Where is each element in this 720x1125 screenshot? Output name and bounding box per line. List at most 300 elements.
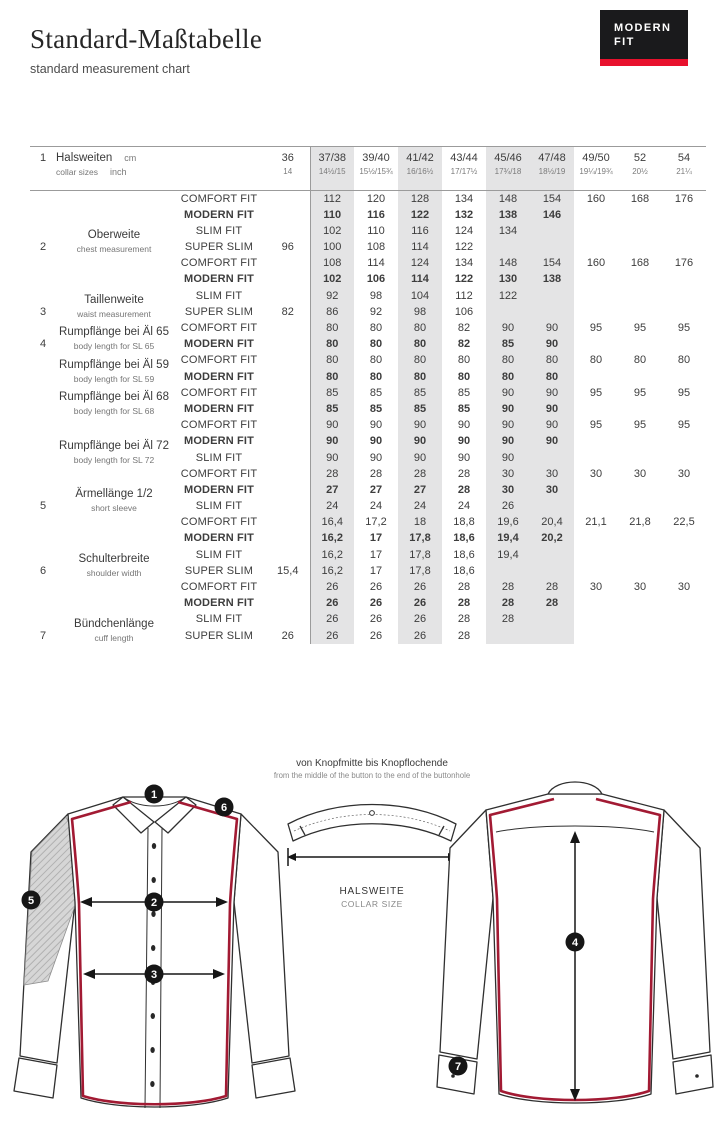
value-cell xyxy=(618,207,662,223)
value-cell: 90 xyxy=(369,435,383,448)
shirt-diagrams xyxy=(0,752,720,1125)
value-cell xyxy=(266,288,310,304)
value-cell xyxy=(618,272,662,288)
svg-text:2: 2 xyxy=(150,897,158,909)
value-cell xyxy=(266,482,310,498)
fit-label: COMFORT FIT xyxy=(180,419,258,432)
value-cell: 80 xyxy=(310,369,354,385)
value-cell: 24 xyxy=(457,500,471,513)
value-cell xyxy=(266,434,310,450)
collar-sizes-header-row xyxy=(30,147,706,191)
value-cell: 90 xyxy=(486,418,530,434)
fit-label: COMFORT FIT xyxy=(180,322,258,334)
measurement-label: Rumpflänge bei Äl 72 body length for SL 72 xyxy=(59,439,169,465)
fit-label: COMFORT FIT xyxy=(180,386,258,399)
value-cell: 28 xyxy=(369,467,383,480)
measurement-label: Rumpflänge bei Äl 65 body length for SL 65 xyxy=(59,326,169,352)
value-cell: 28 xyxy=(457,581,471,593)
value-cell: 95 xyxy=(677,419,691,432)
value-cell: 17,8 xyxy=(398,563,442,579)
value-cell: 27 xyxy=(398,482,442,498)
measurement-label: Ärmellänge 1/2 short sleeve xyxy=(75,488,153,514)
value-cell: 26 xyxy=(486,499,530,515)
value-cell: 95 xyxy=(677,322,691,334)
value-cell: 26 xyxy=(369,597,383,610)
value-cell: 138 xyxy=(486,207,530,223)
fit-label: SLIM FIT xyxy=(195,289,243,302)
modern-fit-badge-text xyxy=(600,10,688,59)
value-cell: 90 xyxy=(369,451,383,464)
value-cell xyxy=(574,304,618,320)
value-cell xyxy=(574,628,618,644)
svg-text:1: 1 xyxy=(150,789,158,801)
value-cell xyxy=(530,223,574,239)
size-column-header: 41/42 16/16½ xyxy=(398,147,442,191)
value-cell: 80 xyxy=(369,338,383,351)
value-cell: 80 xyxy=(369,354,383,367)
value-cell xyxy=(618,628,662,644)
row-number: 4 xyxy=(39,338,47,351)
value-cell: 86 xyxy=(310,304,354,320)
value-cell: 95 xyxy=(677,386,691,399)
value-cell: 90 xyxy=(530,321,574,337)
value-cell: 28 xyxy=(530,596,574,612)
value-cell: 95 xyxy=(633,419,647,432)
value-cell: 18,6 xyxy=(453,564,475,577)
collar-size-arrow xyxy=(287,848,457,866)
value-cell: 102 xyxy=(310,223,354,239)
value-cell: 30 xyxy=(677,467,691,480)
value-cell: 26 xyxy=(310,596,354,612)
value-cell: 24 xyxy=(310,499,354,515)
value-cell: 80 xyxy=(457,370,471,383)
value-cell: 106 xyxy=(454,305,474,318)
value-cell xyxy=(662,337,706,353)
svg-text:5: 5 xyxy=(27,895,35,907)
table-row xyxy=(30,418,706,434)
value-cell xyxy=(618,563,662,579)
value-cell: 15,4 xyxy=(266,563,310,579)
value-cell: 90 xyxy=(486,434,530,450)
value-cell: 80 xyxy=(633,354,647,367)
value-cell xyxy=(618,531,662,547)
value-cell xyxy=(266,207,310,223)
value-cell: 85 xyxy=(398,385,442,401)
value-cell: 26 xyxy=(266,628,310,644)
value-cell xyxy=(574,223,618,239)
value-cell: 22,5 xyxy=(673,516,695,529)
value-cell xyxy=(662,369,706,385)
value-cell: 90 xyxy=(486,385,530,401)
value-cell xyxy=(530,547,574,563)
value-cell: 27 xyxy=(310,482,354,498)
value-cell: 85 xyxy=(398,401,442,417)
value-cell: 82 xyxy=(266,304,310,320)
value-cell xyxy=(266,499,310,515)
value-cell: 80 xyxy=(457,354,471,367)
marker-2-chest xyxy=(145,893,164,912)
value-cell xyxy=(618,401,662,417)
value-cell xyxy=(266,272,310,288)
fit-label: SLIM FIT xyxy=(195,548,243,561)
fit-label: SUPER SLIM xyxy=(184,629,254,642)
value-cell: 85 xyxy=(457,386,471,399)
value-cell: 80 xyxy=(530,369,574,385)
value-cell: 19,6 xyxy=(486,515,530,531)
value-cell xyxy=(662,272,706,288)
value-cell: 21,1 xyxy=(585,516,607,529)
value-cell: 102 xyxy=(310,272,354,288)
value-cell: 28 xyxy=(457,613,471,626)
value-cell: 28 xyxy=(310,466,354,482)
collar-note-en: from the middle of the button to the end of the buttonhole xyxy=(273,771,471,780)
value-cell xyxy=(266,547,310,563)
value-cell: 21,8 xyxy=(629,516,651,529)
fit-label: MODERN FIT xyxy=(184,597,254,610)
value-cell: 28 xyxy=(457,629,471,642)
value-cell: 18 xyxy=(398,515,442,531)
back-shirt-diagram xyxy=(436,770,714,1122)
value-cell: 160 xyxy=(586,192,606,205)
collar-size-label-en: COLLAR SIZE xyxy=(341,899,403,909)
value-cell: 154 xyxy=(530,191,574,208)
value-cell: 122 xyxy=(454,273,474,286)
fit-label: COMFORT FIT xyxy=(180,467,258,480)
value-cell: 90 xyxy=(486,450,530,466)
value-cell: 92 xyxy=(310,288,354,304)
value-cell: 82 xyxy=(457,322,471,334)
value-cell xyxy=(530,304,574,320)
measurement-label: Taillenweite waist measurement xyxy=(77,294,151,319)
svg-text:4: 4 xyxy=(571,937,579,949)
value-cell: 90 xyxy=(530,401,574,417)
value-cell xyxy=(266,596,310,612)
value-cell xyxy=(618,612,662,628)
value-cell xyxy=(662,288,706,304)
row-number xyxy=(30,385,56,417)
value-cell: 80 xyxy=(369,370,383,383)
value-cell: 26 xyxy=(398,596,442,612)
value-cell: 30 xyxy=(530,482,574,498)
table-row xyxy=(30,256,706,272)
size-column-header: 37/38 14½/15 xyxy=(310,147,354,191)
value-cell: 17 xyxy=(369,564,383,577)
value-cell: 108 xyxy=(310,256,354,272)
svg-text:3: 3 xyxy=(150,969,158,981)
value-cell: 26 xyxy=(369,629,383,642)
value-cell xyxy=(574,499,618,515)
value-cell xyxy=(574,337,618,353)
fit-label: SLIM FIT xyxy=(195,500,243,513)
value-cell xyxy=(574,434,618,450)
value-cell xyxy=(266,223,310,239)
value-cell: 146 xyxy=(530,207,574,223)
value-cell xyxy=(618,369,662,385)
value-cell xyxy=(530,612,574,628)
collar-sizes-label: Halsweiten cm collar sizes inch xyxy=(56,147,266,191)
value-cell xyxy=(266,337,310,353)
value-cell: 26 xyxy=(310,628,354,644)
value-cell: 90 xyxy=(398,450,442,466)
row-number xyxy=(30,353,56,385)
value-cell xyxy=(266,369,310,385)
value-cell xyxy=(530,563,574,579)
value-cell xyxy=(486,304,530,320)
value-cell xyxy=(618,304,662,320)
value-cell xyxy=(618,499,662,515)
value-cell xyxy=(574,482,618,498)
measurement-label: Rumpflänge bei Äl 59 body length for SL 59 xyxy=(59,358,169,384)
page-subtitle: standard measurement chart xyxy=(30,62,190,76)
marker-6-shoulder xyxy=(215,798,234,817)
value-cell xyxy=(266,450,310,466)
svg-text:7: 7 xyxy=(454,1061,462,1073)
fit-label: MODERN FIT xyxy=(184,208,254,221)
value-cell: 18,8 xyxy=(453,516,475,529)
value-cell xyxy=(266,515,310,531)
fit-label: MODERN FIT xyxy=(184,483,254,496)
value-cell: 20,4 xyxy=(530,515,574,531)
fit-label: SUPER SLIM xyxy=(184,241,254,254)
value-cell: 116 xyxy=(367,208,385,221)
value-cell: 116 xyxy=(398,223,442,239)
value-cell xyxy=(618,450,662,466)
fit-label: COMFORT FIT xyxy=(180,192,258,205)
fit-label: SLIM FIT xyxy=(195,451,243,464)
value-cell xyxy=(266,466,310,482)
value-cell: 26 xyxy=(369,581,383,593)
value-cell xyxy=(662,499,706,515)
value-cell xyxy=(574,207,618,223)
value-cell: 154 xyxy=(530,256,574,272)
value-cell xyxy=(574,450,618,466)
value-cell: 19,4 xyxy=(486,547,530,563)
value-cell: 24 xyxy=(369,500,383,513)
table-row xyxy=(30,515,706,531)
value-cell: 108 xyxy=(366,241,386,254)
value-cell: 28 xyxy=(457,483,471,496)
measurement-label: Bündchenlänge cuff length xyxy=(74,617,154,643)
value-cell: 168 xyxy=(630,192,650,205)
badge-red-bar xyxy=(600,59,688,66)
value-cell: 95 xyxy=(589,322,603,334)
size-column-header: 54 21¼ xyxy=(662,147,706,191)
row-number: 6 xyxy=(39,564,47,577)
row-number: 1 xyxy=(30,147,56,191)
value-cell: 80 xyxy=(310,321,354,337)
value-cell: 30 xyxy=(486,482,530,498)
value-cell: 28 xyxy=(457,467,471,480)
value-cell: 17,8 xyxy=(398,547,442,563)
value-cell xyxy=(530,288,574,304)
value-cell: 95 xyxy=(633,322,647,334)
value-cell: 85 xyxy=(369,386,383,399)
marker-4-body-length xyxy=(566,933,585,952)
value-cell xyxy=(266,321,310,337)
table-row xyxy=(30,580,706,596)
value-cell xyxy=(574,563,618,579)
value-cell: 18,6 xyxy=(453,548,475,561)
value-cell: 28 xyxy=(486,612,530,628)
fit-label: MODERN FIT xyxy=(184,402,254,415)
size-column-header: 49/50 19¼/19¾ xyxy=(574,147,618,191)
value-cell xyxy=(574,369,618,385)
fit-label: COMFORT FIT xyxy=(180,581,258,593)
value-cell xyxy=(266,580,310,596)
value-cell: 30 xyxy=(589,581,603,593)
value-cell: 90 xyxy=(457,435,471,448)
value-cell: 90 xyxy=(369,419,383,432)
value-cell: 92 xyxy=(369,305,383,318)
value-cell: 30 xyxy=(486,466,530,482)
collar-size-label-de: HALSWEITE xyxy=(339,886,405,897)
fit-label: COMFORT FIT xyxy=(180,354,258,367)
size-column-header: 36 14 xyxy=(266,147,310,191)
value-cell: 100 xyxy=(310,240,354,256)
value-cell: 24 xyxy=(398,499,442,515)
value-cell: 132 xyxy=(454,208,474,221)
value-cell: 90 xyxy=(310,450,354,466)
value-cell xyxy=(662,482,706,498)
value-cell xyxy=(266,418,310,434)
value-cell xyxy=(662,563,706,579)
value-cell: 128 xyxy=(398,191,442,208)
value-cell: 106 xyxy=(366,273,386,286)
value-cell: 168 xyxy=(630,257,650,270)
value-cell: 30 xyxy=(633,467,647,480)
fit-label: MODERN FIT xyxy=(184,435,254,448)
fit-label: MODERN FIT xyxy=(184,370,254,383)
value-cell xyxy=(266,191,310,208)
value-cell: 85 xyxy=(457,402,471,415)
value-cell: 90 xyxy=(530,337,574,353)
value-cell: 26 xyxy=(369,613,383,626)
fit-label: COMFORT FIT xyxy=(180,257,258,270)
value-cell: 134 xyxy=(454,257,474,270)
value-cell: 120 xyxy=(366,192,386,205)
marker-7-cuff xyxy=(449,1057,468,1076)
value-cell: 138 xyxy=(530,272,574,288)
size-column-header: 43/44 17/17½ xyxy=(442,147,486,191)
value-cell: 90 xyxy=(486,321,530,337)
value-cell: 80 xyxy=(486,369,530,385)
value-cell: 85 xyxy=(486,337,530,353)
value-cell: 176 xyxy=(674,257,694,270)
value-cell: 134 xyxy=(486,223,530,239)
value-cell: 80 xyxy=(369,322,383,334)
value-cell: 19,4 xyxy=(486,531,530,547)
value-cell xyxy=(662,628,706,644)
value-cell: 30 xyxy=(530,466,574,482)
table-row xyxy=(30,353,706,369)
badge-line2: FIT xyxy=(614,36,635,48)
size-column-header: 45/46 17¾/18 xyxy=(486,147,530,191)
measurement-table xyxy=(30,146,706,644)
value-cell xyxy=(618,240,662,256)
value-cell: 112 xyxy=(455,289,473,302)
value-cell: 98 xyxy=(369,289,383,302)
value-cell xyxy=(486,563,530,579)
value-cell xyxy=(574,401,618,417)
marker-1-collar xyxy=(145,785,164,804)
value-cell: 80 xyxy=(310,337,354,353)
fit-label: MODERN FIT xyxy=(184,338,254,351)
value-cell: 17,8 xyxy=(398,531,442,547)
value-cell: 90 xyxy=(486,401,530,417)
value-cell: 85 xyxy=(310,385,354,401)
value-cell xyxy=(530,450,574,466)
value-cell xyxy=(574,288,618,304)
measurement-label: Rumpflänge bei Äl 68 body length for SL 68 xyxy=(59,391,169,416)
value-cell xyxy=(574,531,618,547)
value-cell: 80 xyxy=(677,354,691,367)
value-cell: 85 xyxy=(369,402,383,415)
value-cell: 16,4 xyxy=(310,515,354,531)
svg-text:6: 6 xyxy=(220,802,228,814)
fit-label: SUPER SLIM xyxy=(184,305,254,318)
table-row xyxy=(30,191,706,208)
value-cell: 90 xyxy=(398,418,442,434)
front-shirt-diagram xyxy=(12,770,297,1122)
marker-3-waist xyxy=(145,965,164,984)
value-cell: 26 xyxy=(310,612,354,628)
value-cell xyxy=(574,272,618,288)
table-row xyxy=(30,466,706,482)
value-cell: 95 xyxy=(633,386,647,399)
value-cell: 114 xyxy=(367,257,385,270)
value-cell: 80 xyxy=(530,353,574,369)
value-cell xyxy=(574,240,618,256)
value-cell: 114 xyxy=(398,272,442,288)
value-cell xyxy=(574,596,618,612)
value-cell: 80 xyxy=(398,369,442,385)
size-column-header: 39/40 15½/15¾ xyxy=(354,147,398,191)
table-row xyxy=(30,321,706,337)
value-cell: 82 xyxy=(457,338,471,351)
value-cell: 80 xyxy=(398,321,442,337)
value-cell: 90 xyxy=(457,451,471,464)
value-cell: 90 xyxy=(530,418,574,434)
value-cell xyxy=(662,401,706,417)
size-column-header: 52 20½ xyxy=(618,147,662,191)
value-cell: 26 xyxy=(398,580,442,596)
value-cell: 20,2 xyxy=(530,531,574,547)
value-cell: 124 xyxy=(398,256,442,272)
value-cell: 95 xyxy=(589,386,603,399)
value-cell xyxy=(618,434,662,450)
value-cell: 90 xyxy=(530,385,574,401)
fit-label: MODERN FIT xyxy=(184,532,254,545)
value-cell: 18,6 xyxy=(453,532,475,545)
value-cell xyxy=(266,256,310,272)
collar-button xyxy=(370,811,375,816)
value-cell xyxy=(530,628,574,644)
value-cell: 28 xyxy=(486,580,530,596)
value-cell xyxy=(662,304,706,320)
value-cell: 114 xyxy=(398,240,442,256)
value-cell xyxy=(530,499,574,515)
value-cell xyxy=(618,288,662,304)
value-cell: 26 xyxy=(310,580,354,596)
measurement-label: Oberweite chest measurement xyxy=(76,229,152,255)
value-cell: 95 xyxy=(589,419,603,432)
value-cell: 134 xyxy=(454,192,474,205)
value-cell: 26 xyxy=(398,612,442,628)
header xyxy=(0,0,720,112)
value-cell: 148 xyxy=(486,191,530,208)
value-cell: 27 xyxy=(369,483,383,496)
collar-note-de: von Knopfmitte bis Knopflochende xyxy=(296,758,448,769)
